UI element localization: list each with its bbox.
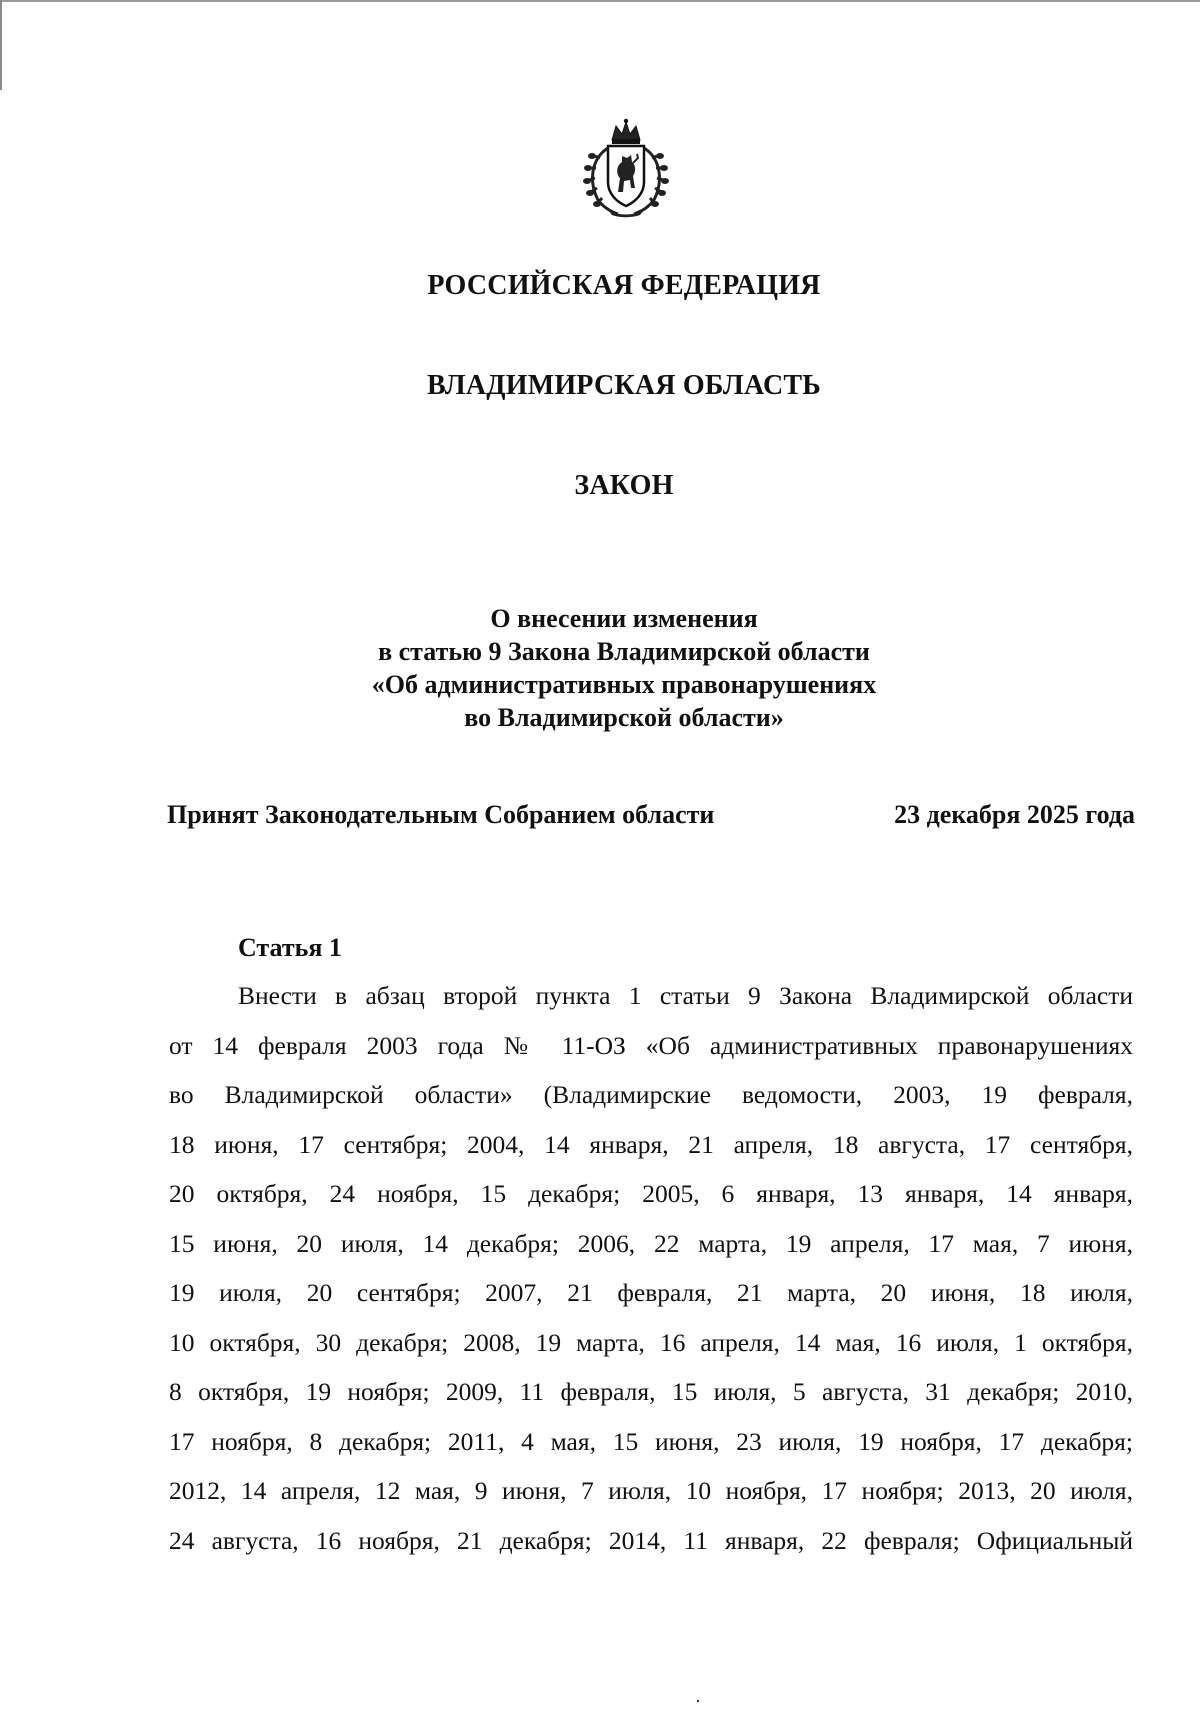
article-text-line: 19 июля, 20 сентября; 2007, 21 февраля, 21 марта, 20 июня, 18 июля,	[169, 1278, 1133, 1307]
title-line: «Об административных правонарушениях	[371, 670, 877, 699]
article-text-line: 17 ноября, 8 декабря; 2011, 4 мая, 15 июня, 23 июля, 19 ноября, 17 декабря;	[169, 1426, 1133, 1456]
title-line: во Владимирской области»	[464, 703, 784, 732]
federation-heading: РОССИЙСКАЯ ФЕДЕРАЦИЯ	[427, 270, 821, 301]
article-text-line: 10 октября, 30 декабря; 2008, 19 марта, 16 апреля, 14 мая, 16 июля, 1 октября,	[169, 1327, 1133, 1357]
adoption-date: 23 декабря 2025 года	[894, 800, 1135, 829]
article-text-line: 8 октября, 19 ноября; 2009, 11 февраля, 15 июля, 5 августа, 31 декабря; 2010,	[169, 1377, 1133, 1406]
article-text-line: во Владимирской области» (Владимирские ведомости, 2003, 19 февраля,	[169, 1080, 1133, 1109]
law-title	[0, 602, 1200, 734]
law-heading: ЗАКОН	[574, 470, 674, 501]
article-text-line: 20 октября, 24 ноября, 15 декабря; 2005, 6 января, 13 января, 14 января,	[169, 1179, 1133, 1208]
region-heading: ВЛАДИМИРСКАЯ ОБЛАСТЬ	[426, 370, 822, 401]
page-edge-top	[0, 0, 1200, 2]
article-body	[169, 978, 1133, 1572]
article-text-line: 2012, 14 апреля, 12 мая, 9 июня, 7 июля, 10 ноября, 17 ноября; 2013, 20 июля,	[169, 1476, 1133, 1505]
adoption-label: Принят Законодательным Собранием области	[167, 800, 715, 829]
article-heading: Статья 1	[238, 933, 342, 962]
article-text-line: 18 июня, 17 сентября; 2004, 14 января, 21 апреля, 18 августа, 17 сентября,	[169, 1129, 1133, 1159]
article-text-line: 15 июня, 20 июля, 14 декабря; 2006, 22 марта, 19 апреля, 17 мая, 7 июня,	[169, 1228, 1133, 1258]
article-text-line: от 14 февраля 2003 года № 11-ОЗ «Об административных правонарушениях	[169, 1030, 1133, 1060]
article-text-line: 24 августа, 16 ноября, 21 декабря; 2014, 11 января, 22 февраля; Официальный	[169, 1525, 1133, 1555]
coat-of-arms-icon	[578, 118, 674, 218]
scan-speck	[697, 1700, 699, 1702]
article-text-line: Внести в абзац второй пункта 1 статьи 9 Закона Владимирской области	[238, 981, 1133, 1010]
page-edge-left	[0, 0, 2, 90]
title-line: в статью 9 Закона Владимирской области	[378, 637, 870, 666]
title-line: О внесении изменения	[490, 604, 758, 633]
